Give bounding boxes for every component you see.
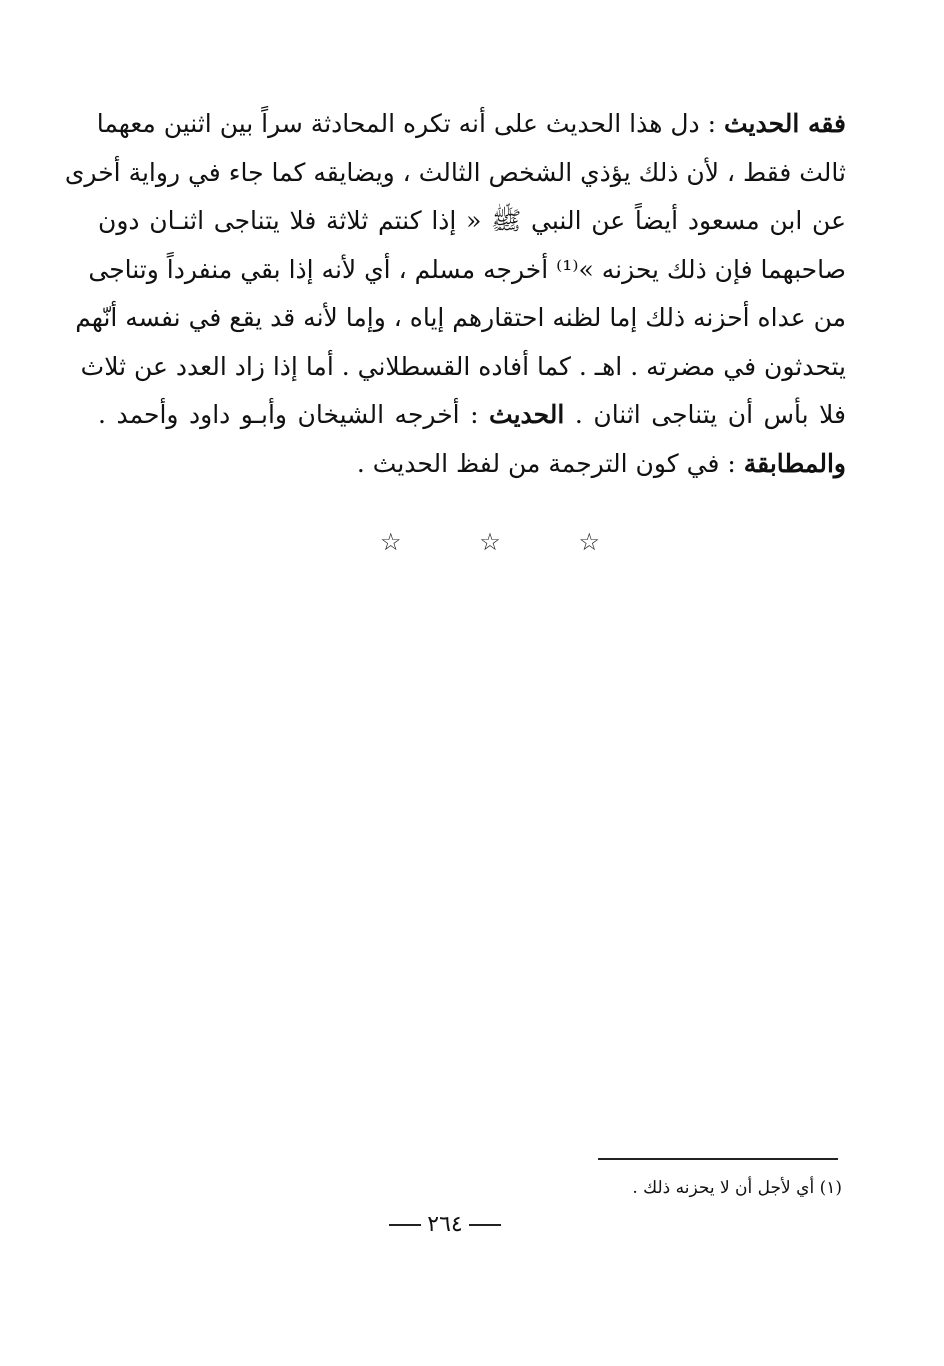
footnote-divider — [598, 1158, 838, 1160]
text-line-4 — [88, 246, 846, 295]
page-number-value: ٢٦٤ — [427, 1212, 463, 1237]
text-line-7 — [98, 391, 846, 440]
main-paragraph — [64, 100, 846, 488]
text-line-5 — [75, 294, 846, 343]
line-text: ثالث فقط ، لأن ذلك يؤذي الشخص الثالث ، ويضايقه كما جاء في رواية أخرى — [64, 157, 846, 187]
line-text: فلا بأس أن يتناجى اثنان . — [564, 400, 846, 429]
star-icon: ☆ — [578, 528, 600, 556]
dash-left — [469, 1224, 501, 1226]
line-text: من عداه أحزنه ذلك إما لظنه احتقارهم إياه ، وإما لأنه قد يقع في نفسه أنّهم — [75, 303, 846, 332]
line-text: : أخرجه الشيخان وأبـو داود وأحمد . — [98, 400, 490, 429]
line-text: عن ابن مسعود أيضاً عن النبي ﷺ « إذا كنتم ثلاثة فلا يتناجى اثنـان دون — [98, 206, 846, 235]
line-text: يتحدثون في مضرته . اهـ . كما أفاده القسطلاني . أما إذا زاد العدد عن ثلاث — [80, 351, 846, 381]
text-line-6 — [80, 343, 846, 392]
text-line-8 — [98, 440, 846, 489]
section-heading-hadith: الحديث — [489, 400, 565, 429]
star-icon: ☆ — [380, 528, 402, 556]
line-text: : في كون الترجمة من لفظ الحديث . — [356, 448, 744, 478]
section-heading-fiqh: فقه الحديث — [723, 109, 846, 138]
text-line-2 — [64, 149, 846, 198]
dash-right — [389, 1224, 421, 1226]
text-line-1 — [98, 100, 846, 149]
section-heading-mutabaqa: والمطابقة — [743, 448, 846, 478]
star-icon: ☆ — [479, 528, 501, 556]
footnote: (١) أي لأجل أن لا يحزنه ذلك . — [632, 1178, 842, 1198]
line-text: صاحبهما فإن ذلك يحزنه »⁽¹⁾ أخرجه مسلم ، أي لأنه إذا بقي منفرداً وتناجى — [88, 254, 846, 284]
text-line-3 — [98, 197, 846, 246]
page-number — [380, 1212, 510, 1237]
line-text: : دل هذا الحديث على أنه تكره المحادثة سراً بين اثنين معهما — [96, 109, 724, 138]
star-separator — [380, 528, 600, 556]
